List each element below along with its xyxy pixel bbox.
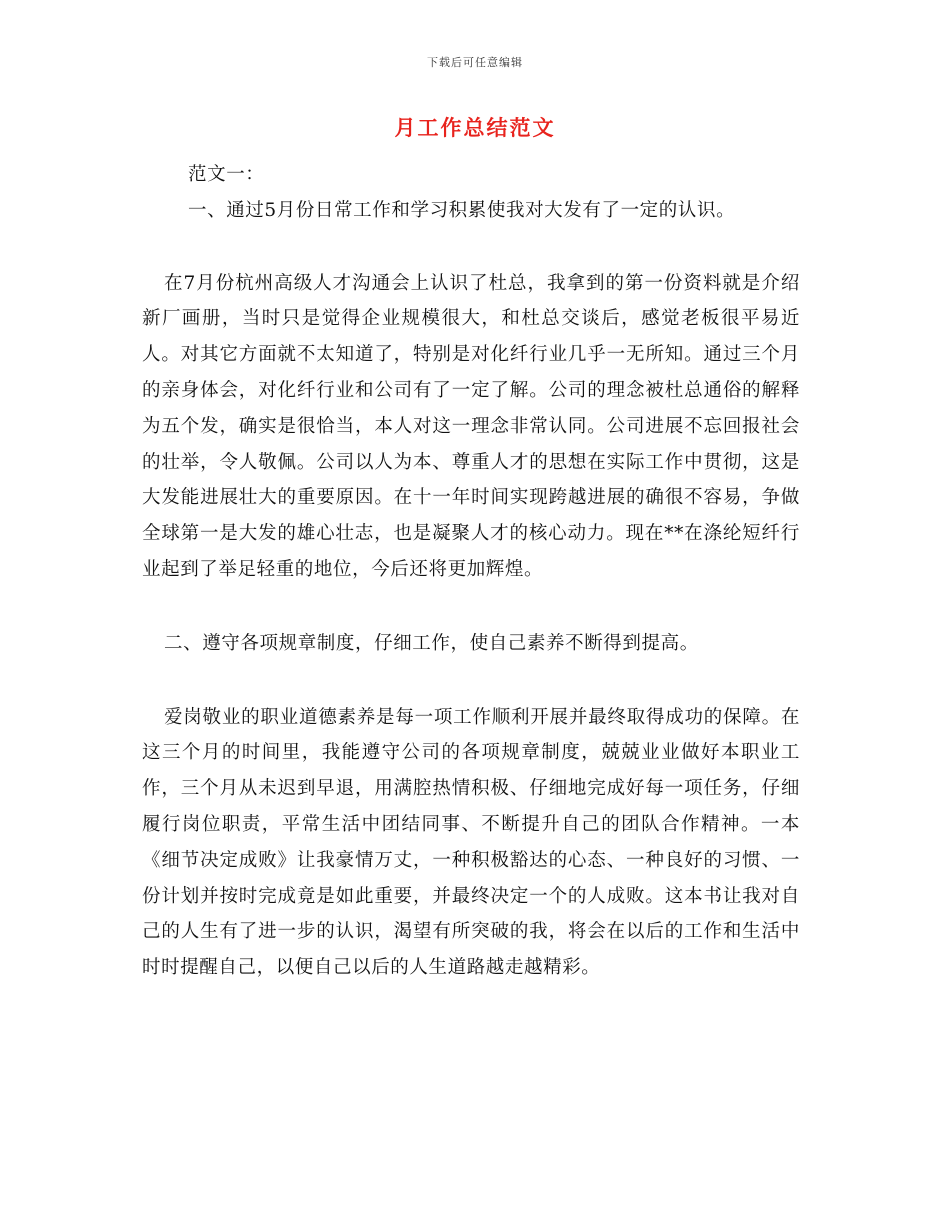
paragraph-spacer — [142, 588, 800, 626]
page-header-note: 下载后可任意编辑 — [427, 56, 523, 69]
paragraph-spacer — [142, 662, 800, 700]
section-1-paragraph: 在7月份杭州高级人才沟通会上认识了杜总，我拿到的第一份资料就是介绍新厂画册，当时只是觉得企业规模很大，和杜总交谈后，感觉老板很平易近人。对其它方面就不太知道了，特别是对化纤行业几乎一无所知。通过三个月的亲身体会，对化纤行业和公司有了一定了解。公司的理念被杜总通俗的解释为五个发，确实是很恰当，本人对这一理念非常认同。公司进展不忘回报社会的壮举，令人敬佩。公司以人为本、尊重人才的思想在实际工作中贯彻，这是大发能进展壮大的重要原因。在十一年时间实现跨越进展的确很不容易，争做全球第一是大发的雄心壮志，也是凝聚人才的核心动力。现在**在涤纶短纤行业起到了举足轻重的地位，今后还将更加辉煌。 — [142, 272, 800, 580]
section-2-paragraph: 爱岗敬业的职业道德素养是每一项工作顺利开展并最终取得成功的保障。在这三个月的时间里，我能遵守公司的各项规章制度，兢兢业业做好本职业工作，三个月从未迟到早退，用满腔热情积极、仔细地完成好每一项任务，仔细履行岗位职责，平常生活中团结同事、不断提升自己的团队合作精神。一本《细节决定成败》让我豪情万丈，一种积极豁达的心态、一种良好的习惯、一份计划并按时完成竟是如此重要，并最终决定一个的人成败。这本书让我对自己的人生有了进一步的认识，渴望有所突破的我，将会在以后的工作和生活中时时提醒自己，以便自己以后的人生道路越走越精彩。 — [142, 706, 800, 979]
paragraph-spacer — [142, 229, 800, 266]
section-2-heading: 二、遵守各项规章制度，仔细工作，使自己素养不断得到提高。 — [164, 632, 699, 654]
document-title: 月工作总结范文 — [394, 115, 556, 140]
section-1-heading: 一、通过5月份日常工作和学习积累使我对大发有了一定的认识。 — [188, 199, 736, 221]
sample-label: 范文一： — [188, 164, 265, 185]
document-body — [142, 157, 800, 986]
